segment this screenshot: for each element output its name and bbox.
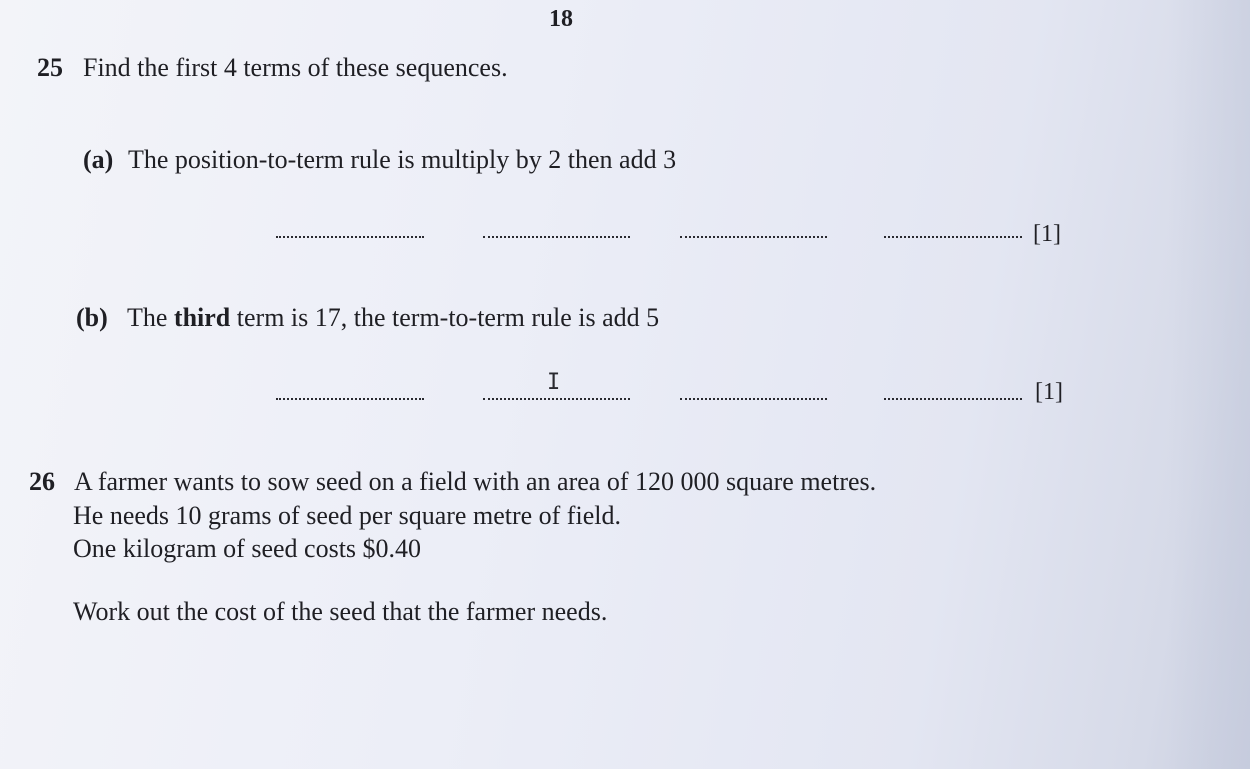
question-25b-label: (b) <box>76 303 108 332</box>
question-25b-text-bold: third <box>173 303 231 332</box>
question-25-prompt: Find the first 4 terms of these sequences. <box>83 53 508 82</box>
question-25b-text-before: The <box>127 303 168 332</box>
question-26-line-1: A farmer wants to sow seed on a field with an area of 120 000 square metres. <box>74 467 877 496</box>
question-26-line-2: He needs 10 grams of seed per square metre of field. <box>73 501 621 530</box>
answer-25b-term-1[interactable] <box>276 398 424 400</box>
page-number: 18 <box>549 6 573 32</box>
answer-25a-term-1[interactable] <box>276 236 424 238</box>
question-25-number: 25 <box>37 53 63 82</box>
question-25a-text: The position-to-term rule is multiply by 2 then add 3 <box>128 145 677 174</box>
answer-25b-term-2[interactable] <box>483 398 630 400</box>
question-25b-marks: [1] <box>1035 379 1063 405</box>
answer-25a-term-2[interactable] <box>483 236 630 238</box>
question-25b-text-after: term is 17, the term-to-term rule is add 5 <box>236 303 660 332</box>
answer-25a-term-4[interactable] <box>884 236 1022 238</box>
page-shadow-edge <box>1168 0 1250 769</box>
question-25a-label: (a) <box>83 145 114 174</box>
answer-25a-term-3[interactable] <box>680 236 827 238</box>
answer-25b-term-3[interactable] <box>680 398 827 400</box>
question-26-line-3: One kilogram of seed costs $0.40 <box>73 534 422 563</box>
text-cursor-icon: I <box>547 370 561 395</box>
question-26-instruction: Work out the cost of the seed that the farmer needs. <box>73 597 608 626</box>
question-25a-marks: [1] <box>1033 221 1061 247</box>
question-25b-text <box>127 303 659 333</box>
answer-25b-term-4[interactable] <box>884 398 1022 400</box>
question-26-number: 26 <box>29 467 55 496</box>
